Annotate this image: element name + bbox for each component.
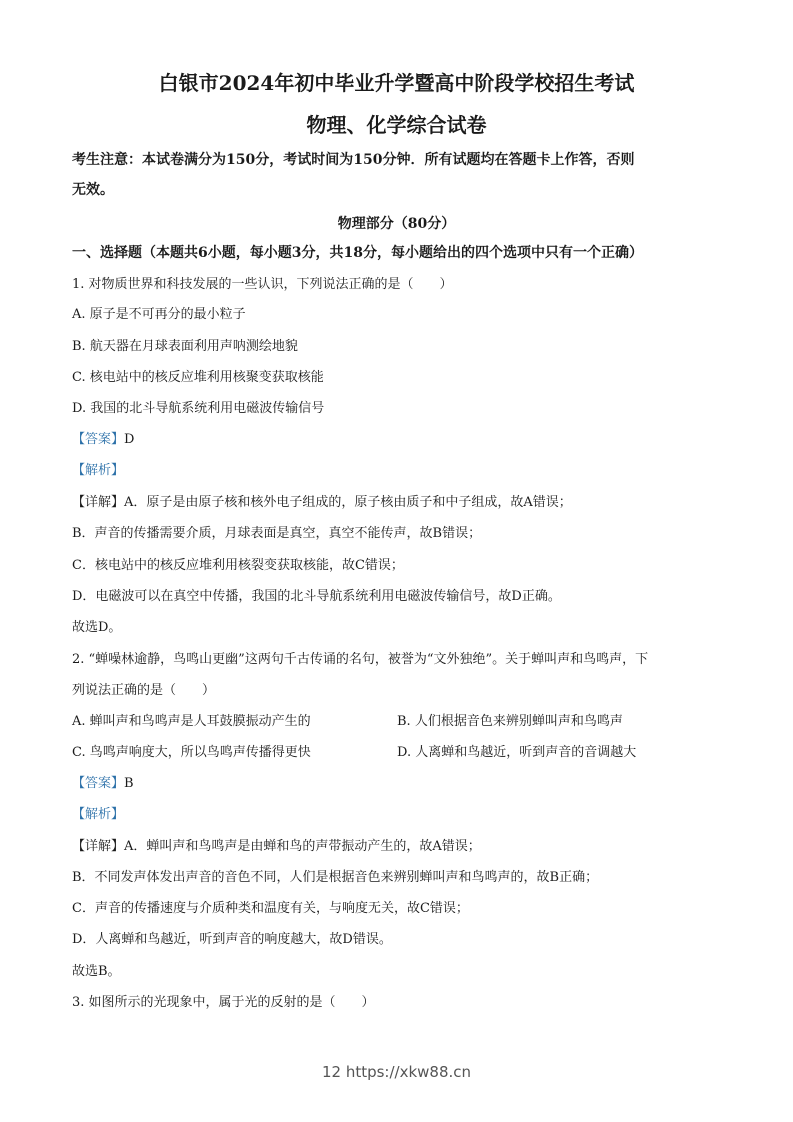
question-1-answer <box>72 431 134 449</box>
question-1-analysis-tag: 【解析】 <box>72 463 125 478</box>
question-3-stem: 3. 如图所示的光现象中，属于光的反射的是（ ） <box>72 995 375 1010</box>
part-heading: 一、选择题（本题共6小题，每小题3分，共18分，每小题给出的四个选项中只有一个正确） <box>72 245 643 261</box>
notice-line-1: 考生注意：本试卷满分为150分，考试时间为150分钟．所有试题均在答题卡上作答，否则 <box>72 152 635 168</box>
notice-line-2: 无效。 <box>72 182 114 198</box>
question-2-option-c: C. 鸟鸣声响度大，所以鸟鸣声传播得更快 <box>72 745 311 760</box>
question-2-detail-3: C．声音的传播速度与介质种类和温度有关，与响度无关，故C错误； <box>72 901 469 916</box>
detail-tag: 【详解】 <box>72 495 125 510</box>
question-1-conclusion: 故选D。 <box>72 620 122 635</box>
exam-subtitle: 物理、化学综合试卷 <box>306 113 487 137</box>
answer-value: D <box>124 432 135 447</box>
answer-tag: 【答案】 <box>72 432 125 447</box>
question-1-option-a: A. 原子是不可再分的最小粒子 <box>72 307 246 322</box>
question-2-stem-line-1: 2. “蝉噪林逾静，鸟鸣山更幽”这两句千古传诵的名句，被誉为“文外独绝”。关于蝉叫声和鸟鸣声，下 <box>72 652 649 667</box>
question-1-detail-3: C．核电站中的核反应堆利用核裂变获取核能，故C错误； <box>72 558 404 573</box>
exam-title: 白银市2024年初中毕业升学暨高中阶段学校招生考试 <box>158 71 635 95</box>
question-2-detail-2: B．不同发声体发出声音的音色不同，人们是根据音色来辨别蝉叫声和鸟鸣声的，故B正确； <box>72 870 599 885</box>
detail-text: A．蝉叫声和鸟鸣声是由蝉和鸟的声带振动产生的，故A错误； <box>124 839 481 854</box>
answer-value: B <box>124 776 134 791</box>
question-1-detail-2: B．声音的传播需要介质，月球表面是真空，真空不能传声，故B错误； <box>72 526 482 541</box>
question-2-option-a: A. 蝉叫声和鸟鸣声是人耳鼓膜振动产生的 <box>72 714 311 729</box>
answer-tag: 【答案】 <box>72 776 125 791</box>
question-2-detail-4: D．人离蝉和鸟越近，听到声音的响度越大，故D错误。 <box>72 932 392 947</box>
question-2-stem-line-2: 列说法正确的是（ ） <box>72 683 216 698</box>
section-title: 物理部分（80分） <box>337 216 456 232</box>
question-2-conclusion: 故选B。 <box>72 964 121 979</box>
question-1-stem: 1. 对物质世界和科技发展的一些认识，下列说法正确的是（ ） <box>72 277 453 292</box>
question-2-answer <box>72 775 134 793</box>
question-1-detail-1 <box>72 494 572 512</box>
question-2-analysis-tag: 【解析】 <box>72 807 125 822</box>
detail-text: A．原子是由原子核和核外电子组成的，原子核由质子和中子组成，故A错误； <box>124 495 572 510</box>
detail-tag: 【详解】 <box>72 839 125 854</box>
page-footer: 12 https://xkw88.cn <box>321 1063 472 1081</box>
question-2-option-d: D. 人离蝉和鸟越近，听到声音的音调越大 <box>397 745 637 760</box>
question-2-option-b: B. 人们根据音色来辨别蝉叫声和鸟鸣声 <box>397 714 623 729</box>
question-1-option-c: C. 核电站中的核反应堆利用核聚变获取核能 <box>72 370 324 385</box>
question-1-option-b: B. 航天器在月球表面利用声呐测绘地貌 <box>72 339 298 354</box>
question-1-detail-4: D．电磁波可以在真空中传播，我国的北斗导航系统利用电磁波传输信号，故D正确。 <box>72 589 561 604</box>
question-1-option-d: D. 我国的北斗导航系统利用电磁波传输信号 <box>72 401 325 416</box>
question-2-detail-1 <box>72 838 481 856</box>
